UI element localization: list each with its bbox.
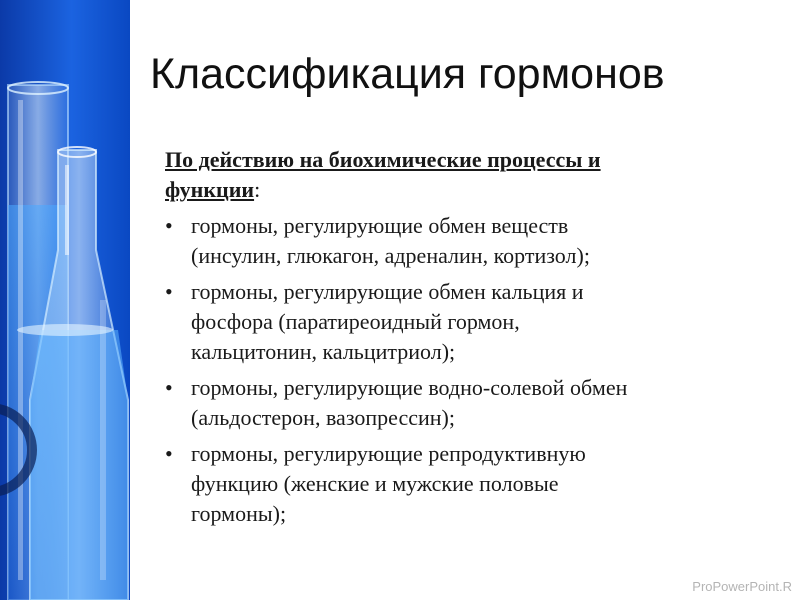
watermark: ProPowerPoint.R bbox=[692, 579, 792, 594]
bullet-marker: • bbox=[165, 213, 173, 238]
bullet-line: (альдостерон, вазопрессин); bbox=[191, 405, 455, 430]
subheading-line-2: функции bbox=[165, 177, 255, 202]
lab-glassware-illustration bbox=[0, 0, 130, 600]
bullet-item bbox=[163, 373, 765, 433]
bullet-line: гормоны, регулирующие водно-солевой обмен bbox=[191, 375, 628, 400]
bullet-marker: • bbox=[165, 441, 173, 466]
bullet-line: гормоны, регулирующие обмен кальция и bbox=[191, 279, 584, 304]
bullet-list bbox=[165, 211, 765, 529]
bullet-item bbox=[163, 211, 765, 271]
slide-content bbox=[165, 145, 765, 535]
bullet-marker: • bbox=[165, 375, 173, 400]
bullet-line: кальцитонин, кальцитриол); bbox=[191, 339, 456, 364]
slide-title: Классификация гормонов bbox=[150, 50, 665, 98]
bullet-item bbox=[163, 277, 765, 367]
subheading-colon: : bbox=[254, 177, 261, 202]
bullet-line: гормоны, регулирующие обмен веществ bbox=[191, 213, 569, 238]
bullet-line: гормоны); bbox=[191, 501, 287, 526]
bullet-line: (инсулин, глюкагон, адреналин, кортизол); bbox=[191, 243, 590, 268]
subheading bbox=[165, 145, 765, 205]
bullet-item bbox=[163, 439, 765, 529]
lab-glassware-image bbox=[0, 0, 130, 600]
bullet-line: гормоны, регулирующие репродуктивную bbox=[191, 441, 586, 466]
bullet-line: функцию (женские и мужские половые bbox=[191, 471, 559, 496]
subheading-line-1: По действию на биохимические процессы и bbox=[165, 147, 601, 172]
bullet-line: фосфора (паратиреоидный гормон, bbox=[191, 309, 520, 334]
bullet-marker: • bbox=[165, 279, 173, 304]
